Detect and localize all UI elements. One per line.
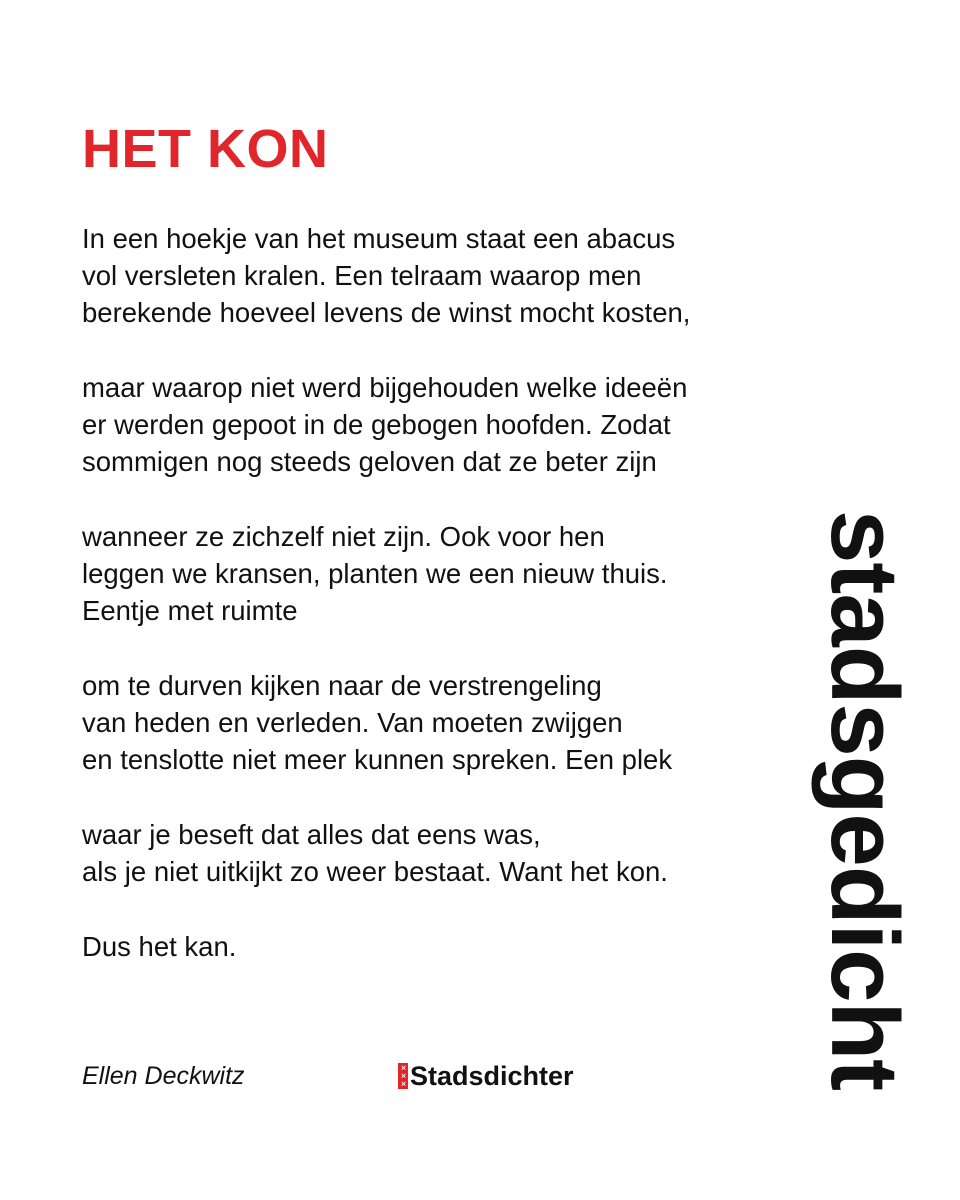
poem-line: er werden gepoot in de gebogen hoofden. Zodat [82, 409, 671, 440]
poem-line: om te durven kijken naar de verstrengeling [82, 670, 602, 701]
flag-crosses: ××× [399, 1064, 408, 1088]
side-label-stadsgedicht: stadsgedicht [811, 510, 918, 1091]
brand-name: Stadsdichter [410, 1061, 574, 1091]
poem-line: en tenslotte niet meer kunnen spreken. Een plek [82, 744, 673, 775]
poem-title: HET KON [82, 119, 329, 179]
stadsdichter-logo [398, 1060, 574, 1092]
stanza [82, 369, 762, 480]
stanza [82, 667, 762, 778]
poem-line: van heden en verleden. Van moeten zwijgen [82, 707, 623, 738]
stanza [82, 220, 762, 331]
stanza [82, 816, 762, 890]
poem-line: maar waarop niet werd bijgehouden welke ideeën [82, 372, 688, 403]
poem-line: berekende hoeveel levens de winst mocht kosten, [82, 297, 691, 328]
poem-line: als je niet uitkijkt zo weer bestaat. Want het kon. [82, 856, 668, 887]
poem-line: Dus het kan. [82, 931, 237, 962]
poem-line: In een hoekje van het museum staat een abacus [82, 223, 676, 254]
poem-line: waar je beseft dat alles dat eens was, [82, 819, 541, 850]
poem-line: sommigen nog steeds geloven dat ze beter zijn [82, 446, 657, 477]
poem-line: Eentje met ruimte [82, 595, 298, 626]
stanza [82, 518, 762, 629]
poem-line: leggen we kransen, planten we een nieuw thuis. [82, 558, 668, 589]
poem-line: vol versleten kralen. Een telraam waarop men [82, 260, 642, 291]
stanza [82, 928, 762, 965]
poem-line: wanneer ze zichzelf niet zijn. Ook voor hen [82, 521, 605, 552]
amsterdam-flag-icon [398, 1063, 408, 1089]
author-name: Ellen Deckwitz [82, 1062, 245, 1090]
poem-body [82, 220, 762, 1003]
